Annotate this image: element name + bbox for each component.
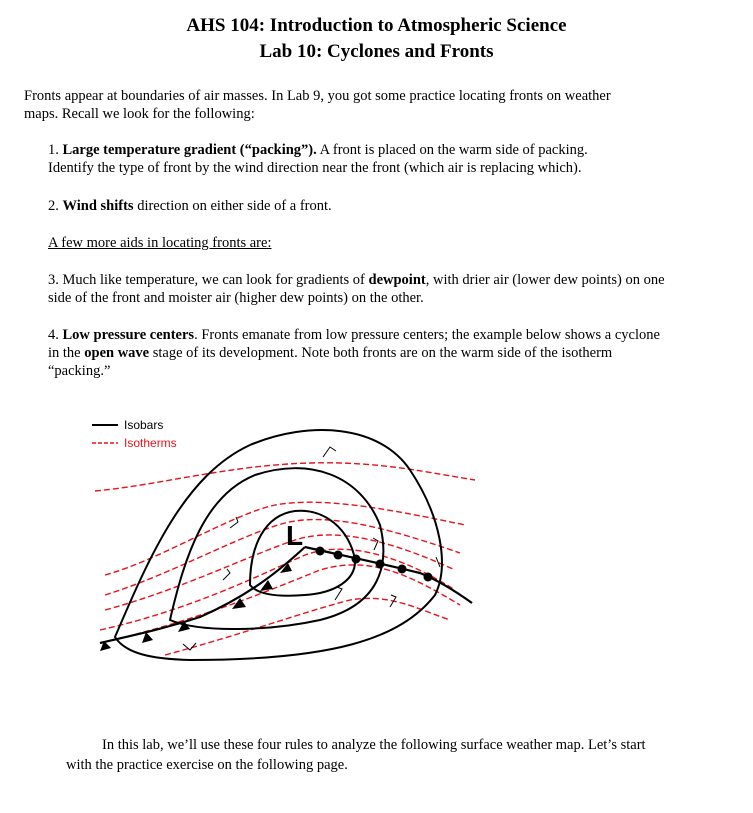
wind-barb <box>335 587 342 600</box>
warm-front-line <box>305 547 472 603</box>
isotherm-7 <box>165 598 450 655</box>
isotherm-1 <box>95 463 475 491</box>
rule-4-number: 4. <box>48 327 59 343</box>
wind-barb <box>230 517 238 528</box>
legend-isobars-label: Isobars <box>124 418 164 432</box>
rule-3-bold: dewpoint <box>368 272 426 288</box>
legend-isotherms-label: Isotherms <box>124 436 177 450</box>
rule-4-bold: Low pressure centers <box>62 327 195 343</box>
rule-3-pre: 3. Much like temperature, we can look for gradients of <box>48 272 365 288</box>
rule-2-number: 2. <box>48 198 59 214</box>
isotherm-5 <box>100 549 455 630</box>
warm-front-bump <box>398 565 407 574</box>
wind-barb <box>223 569 230 580</box>
cyclone-diagram <box>80 405 480 675</box>
page-title: AHS 104: Introduction to Atmospheric Science <box>186 15 567 36</box>
rule-1-number: 1. <box>48 142 59 158</box>
rule-4-line-1 <box>48 326 660 344</box>
rule-3-line-1 <box>48 271 665 289</box>
rule-4-rest: . Fronts emanate from low pressure centers; the example below shows a cyclone <box>194 327 660 343</box>
warm-front-bump <box>316 547 325 556</box>
intro-line-2: maps. Recall we look for the following: <box>24 106 255 122</box>
warm-front-bump <box>334 551 343 560</box>
closing-line-1: In this lab, we’ll use these four rules to analyze the following surface weather map. Let’s start <box>102 737 646 753</box>
rule-3-line-2: side of the front and moister air (higher dew points) on the other. <box>48 290 424 306</box>
wind-barb <box>373 538 378 550</box>
aids-heading: A few more aids in locating fronts are: <box>48 235 272 251</box>
isotherm-6 <box>100 565 460 643</box>
rule-1-line-1 <box>48 141 588 159</box>
wind-barb <box>323 447 336 457</box>
rule-1-line-2: Identify the type of front by the wind direction near the front (which air is replacing which). <box>48 160 582 176</box>
warm-front-bump <box>424 573 433 582</box>
rule-4-bold-2: open wave <box>84 345 150 361</box>
rule-1-bold: Large temperature gradient (“packing”). <box>62 142 317 158</box>
rule-2-bold: Wind shifts <box>62 198 134 214</box>
warm-front-bump <box>376 560 385 569</box>
intro-line-1: Fronts appear at boundaries of air masses. In Lab 9, you got some practice locating fronts on weather <box>24 88 611 104</box>
page-subtitle: Lab 10: Cyclones and Fronts <box>259 41 494 62</box>
rule-4-line2-post: stage of its development. Note both fronts are on the warm side of the isotherm <box>152 345 613 361</box>
isotherm-3 <box>105 520 460 595</box>
rule-4-line-2 <box>48 344 612 362</box>
rule-2-rest: direction on either side of a front. <box>137 198 332 214</box>
closing-line-2: with the practice exercise on the following page. <box>66 757 348 773</box>
warm-front-markers <box>316 547 433 582</box>
rule-4-line2-pre: in the <box>48 345 81 361</box>
wind-barb <box>436 557 440 567</box>
low-pressure-label: L <box>286 520 304 551</box>
rule-4-line-3: “packing.” <box>48 363 111 379</box>
rule-1-rest: A front is placed on the warm side of packing. <box>319 142 588 158</box>
warm-front-bump <box>352 555 361 564</box>
rule-2-line <box>48 197 332 215</box>
rule-3-post: , with drier air (lower dew points) on one <box>425 272 665 288</box>
